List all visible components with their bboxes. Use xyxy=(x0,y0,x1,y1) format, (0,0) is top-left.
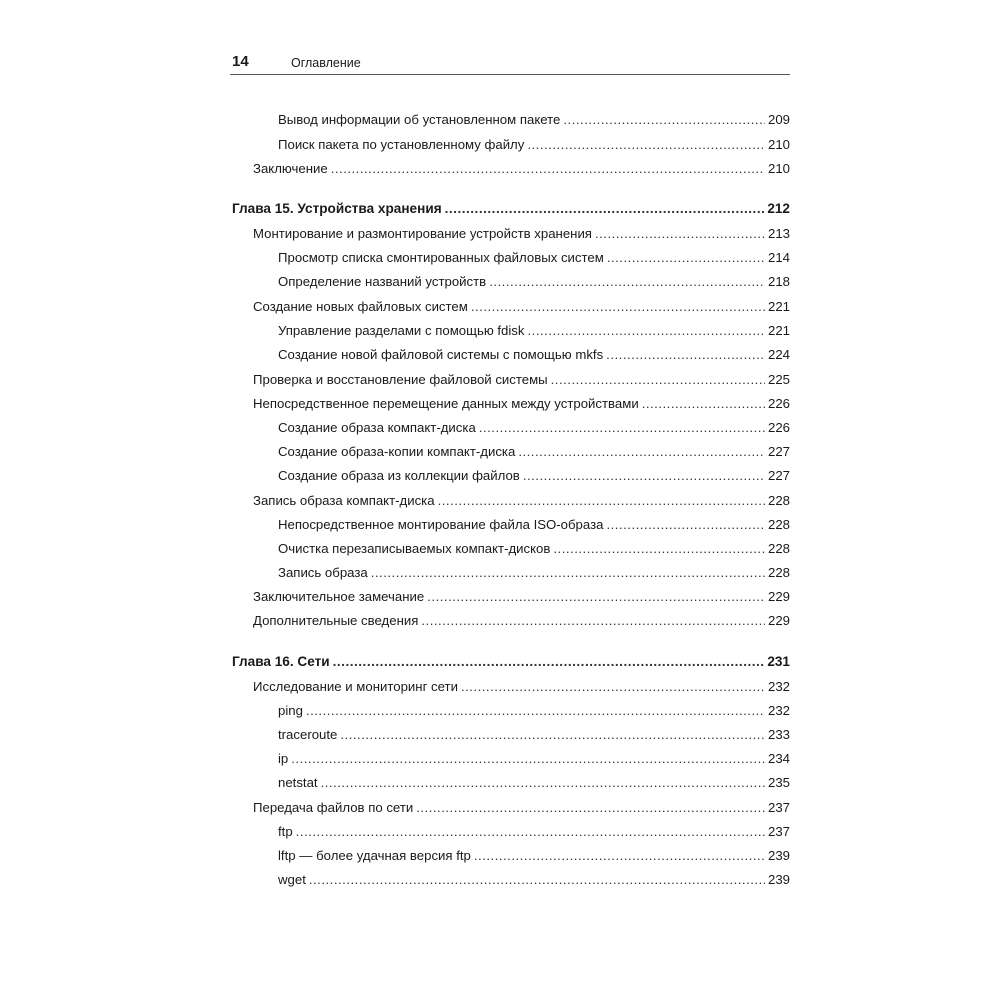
toc-dot-leader xyxy=(606,345,765,365)
toc-entry-page: 227 xyxy=(767,468,790,483)
toc-entry-page: 232 xyxy=(767,679,790,694)
toc-entry-title: wget xyxy=(278,872,306,887)
toc-entry xyxy=(230,539,790,559)
toc-entry-page: 227 xyxy=(767,444,790,459)
toc-entry-title: Передача файлов по сети xyxy=(253,800,414,815)
toc-entry-title: Глава 15. Устройства хранения xyxy=(232,201,442,216)
toc-entry-title: lftp — более удачная версия ftp xyxy=(278,848,471,863)
toc-entry xyxy=(230,394,790,414)
toc-entry xyxy=(230,587,790,607)
toc-dot-leader xyxy=(489,272,765,292)
toc-entry xyxy=(230,466,790,486)
toc-dot-leader xyxy=(607,248,765,268)
toc-entry-title: Заключительное замечание xyxy=(253,589,425,604)
toc-entry-title: Создание новых файловых систем xyxy=(253,299,468,314)
toc-dot-leader xyxy=(642,394,765,414)
toc-dot-leader xyxy=(321,773,765,793)
toc-entry xyxy=(230,345,790,365)
toc-entry-page: 232 xyxy=(767,703,790,718)
toc-entry xyxy=(230,749,790,769)
toc-entry-title: Монтирование и размонтирование устройств хранения xyxy=(253,226,592,241)
toc-entry-page: 228 xyxy=(767,541,790,556)
toc-entry xyxy=(230,870,790,890)
toc-entry-page: 229 xyxy=(767,589,790,604)
toc-dot-leader xyxy=(331,159,765,179)
toc-entry-title: Создание образа компакт-диска xyxy=(278,420,476,435)
toc-dot-leader xyxy=(471,297,765,317)
toc-dot-leader xyxy=(340,725,765,745)
toc-dot-leader xyxy=(296,822,765,842)
toc-dot-leader xyxy=(333,652,765,672)
toc-dot-leader xyxy=(528,321,765,341)
toc-entry-title: Глава 16. Сети xyxy=(232,654,330,669)
toc-entry xyxy=(230,773,790,793)
toc-entry-page: 225 xyxy=(767,372,790,387)
toc-dot-leader xyxy=(553,539,765,559)
toc-entry-page: 210 xyxy=(767,161,790,176)
toc-entry-title: Создание образа-копии компакт-диска xyxy=(278,444,516,459)
toc-entry-page: 229 xyxy=(767,613,790,628)
toc-entry-page: 233 xyxy=(767,727,790,742)
toc-entry-title: Поиск пакета по установленному файлу xyxy=(278,137,525,152)
toc-entry-title: Проверка и восстановление файловой системы xyxy=(253,372,548,387)
toc-entry-page: 231 xyxy=(767,654,790,669)
toc-entry-title: ping xyxy=(278,703,303,718)
toc-dot-leader xyxy=(306,701,765,721)
toc-entry-page: 228 xyxy=(767,493,790,508)
toc-entry xyxy=(230,563,790,583)
running-title: Оглавление xyxy=(291,56,361,70)
toc-entry xyxy=(230,515,790,535)
toc-dot-leader xyxy=(551,370,765,390)
toc-entry-page: 212 xyxy=(767,201,790,216)
toc-dot-leader xyxy=(416,798,765,818)
toc-dot-leader xyxy=(291,749,765,769)
toc-entry xyxy=(230,846,790,866)
toc-dot-leader xyxy=(479,418,765,438)
toc-entry xyxy=(230,224,790,244)
toc-dot-leader xyxy=(438,491,765,511)
toc-dot-leader xyxy=(371,563,765,583)
toc-entry xyxy=(230,442,790,462)
toc-chapter xyxy=(230,652,790,672)
toc-entry xyxy=(230,611,790,631)
toc-entry-title: Заключение xyxy=(253,161,328,176)
page-number: 14 xyxy=(232,53,249,70)
toc-entry xyxy=(230,135,790,155)
toc-entry-title: Создание новой файловой системы с помощью mkfs xyxy=(278,347,604,362)
toc-entry-page: 226 xyxy=(767,396,790,411)
toc-dot-leader xyxy=(518,442,765,462)
toc-dot-leader xyxy=(523,466,765,486)
toc-entry-title: netstat xyxy=(278,775,318,790)
toc-entry-title: Исследование и мониторинг сети xyxy=(253,679,458,694)
toc-entry-page: 239 xyxy=(767,872,790,887)
toc-dot-leader xyxy=(445,199,765,219)
toc-entry-title: Запись образа компакт-диска xyxy=(253,493,435,508)
toc-entry-page: 228 xyxy=(767,517,790,532)
toc-entry xyxy=(230,701,790,721)
toc-entry-page: 228 xyxy=(767,565,790,580)
toc-entry-title: Просмотр списка смонтированных файловых систем xyxy=(278,250,604,265)
toc-entry xyxy=(230,798,790,818)
toc-entry-page: 239 xyxy=(767,848,790,863)
toc-entry xyxy=(230,248,790,268)
toc-dot-leader xyxy=(461,677,765,697)
toc-entry-title: traceroute xyxy=(278,727,338,742)
toc-entry xyxy=(230,491,790,511)
toc-dot-leader xyxy=(474,846,765,866)
toc-dot-leader xyxy=(606,515,765,535)
toc-dot-leader xyxy=(427,587,765,607)
toc-dot-leader xyxy=(527,135,765,155)
toc-entry xyxy=(230,321,790,341)
toc-entry-title: Непосредственное перемещение данных между устройствами xyxy=(253,396,639,411)
toc-entry-page: 209 xyxy=(767,112,790,127)
toc-dot-leader xyxy=(421,611,765,631)
toc-dot-leader xyxy=(563,110,765,130)
toc-dot-leader xyxy=(595,224,765,244)
toc-entry-title: Непосредственное монтирование файла ISO-образа xyxy=(278,517,604,532)
toc-entry-title: Управление разделами с помощью fdisk xyxy=(278,323,525,338)
toc-entry-title: Очистка перезаписываемых компакт-дисков xyxy=(278,541,551,556)
toc-entry-title: Создание образа из коллекции файлов xyxy=(278,468,520,483)
toc-chapter xyxy=(230,199,790,219)
toc-entry-page: 237 xyxy=(767,800,790,815)
toc-entry xyxy=(230,677,790,697)
toc-entry-page: 226 xyxy=(767,420,790,435)
table-of-contents xyxy=(230,0,790,1000)
toc-entry xyxy=(230,110,790,130)
toc-entry-page: 213 xyxy=(767,226,790,241)
toc-entry-page: 224 xyxy=(767,347,790,362)
toc-entry-page: 210 xyxy=(767,137,790,152)
toc-entry xyxy=(230,272,790,292)
toc-entry-title: Определение названий устройств xyxy=(278,274,487,289)
toc-entry-title: Запись образа xyxy=(278,565,368,580)
toc-entry-title: Дополнительные сведения xyxy=(253,613,419,628)
toc-dot-leader xyxy=(309,870,765,890)
toc-entry-page: 214 xyxy=(767,250,790,265)
toc-entry xyxy=(230,418,790,438)
toc-entry xyxy=(230,159,790,179)
toc-entry-title: Вывод информации об установленном пакете xyxy=(278,112,561,127)
toc-entry-page: 218 xyxy=(767,274,790,289)
toc-entry-page: 234 xyxy=(767,751,790,766)
toc-entry-page: 221 xyxy=(767,299,790,314)
toc-entry xyxy=(230,370,790,390)
toc-entry-page: 235 xyxy=(767,775,790,790)
toc-entry-title: ip xyxy=(278,751,289,766)
toc-entry xyxy=(230,725,790,745)
toc-entry xyxy=(230,297,790,317)
toc-entry xyxy=(230,822,790,842)
toc-entry-page: 221 xyxy=(767,323,790,338)
toc-entry-page: 237 xyxy=(767,824,790,839)
toc-entry-title: ftp xyxy=(278,824,293,839)
